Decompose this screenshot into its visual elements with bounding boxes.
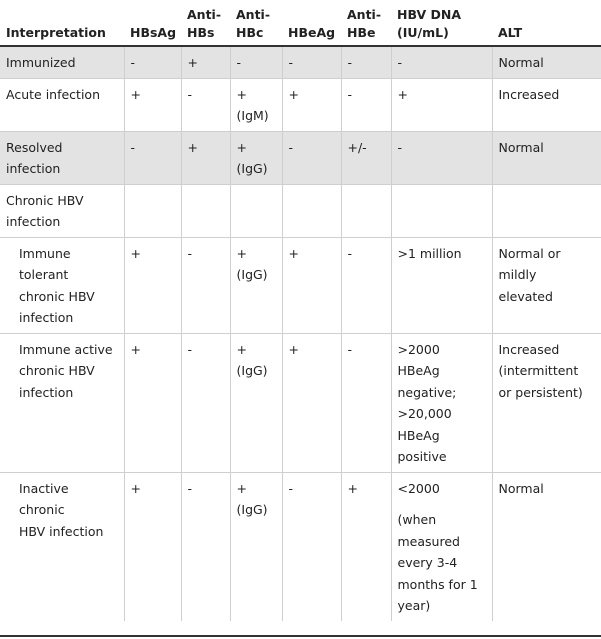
cell-anti-hbs: - xyxy=(181,237,230,333)
cell-hbv-dna xyxy=(391,472,492,621)
cell-hbeag: + xyxy=(282,333,341,472)
cell-hbsag: + xyxy=(124,333,181,472)
table-row-immunized xyxy=(0,46,601,78)
cell-hbeag xyxy=(282,184,341,237)
col-hbv-dna: HBV DNA (IU/mL) xyxy=(391,0,492,46)
cell-anti-hbc: + (IgG) xyxy=(230,472,282,621)
cell-anti-hbe xyxy=(341,184,391,237)
cell-interpretation: Inactive chronic HBV infection xyxy=(0,472,124,621)
cell-hbv-dna: >1 million xyxy=(391,237,492,333)
table-row-acute-infection xyxy=(0,78,601,131)
col-interpretation: Interpretation xyxy=(0,0,124,46)
cell-interpretation: Immune active chronic HBV infection xyxy=(0,333,124,472)
col-hbeag: HBeAg xyxy=(282,0,341,46)
cell-hbsag: - xyxy=(124,46,181,78)
cell-anti-hbs xyxy=(181,184,230,237)
table-row-immune-active xyxy=(0,333,601,472)
cell-hbeag: + xyxy=(282,237,341,333)
cell-anti-hbe: + xyxy=(341,472,391,621)
col-anti-hbc: Anti- HBc xyxy=(230,0,282,46)
cell-hbsag: + xyxy=(124,237,181,333)
cell-alt: Increased (intermittent or persistent) xyxy=(492,333,601,472)
cell-hbsag: - xyxy=(124,131,181,184)
cell-anti-hbs: - xyxy=(181,78,230,131)
cell-anti-hbe: +/- xyxy=(341,131,391,184)
cell-hbv-dna: - xyxy=(391,131,492,184)
cell-alt: Normal xyxy=(492,131,601,184)
hbv-dna-note: (when measured every 3-4 months for 1 year) xyxy=(397,512,478,613)
cell-hbv-dna: >2000 HBeAg negative; >20,000 HBeAg positive xyxy=(391,333,492,472)
cell-hbeag: - xyxy=(282,46,341,78)
cell-anti-hbe: - xyxy=(341,78,391,131)
cell-hbv-dna: - xyxy=(391,46,492,78)
cell-anti-hbc: + (IgM) xyxy=(230,78,282,131)
cell-hbsag: + xyxy=(124,78,181,131)
cell-interpretation: Chronic HBV infection xyxy=(0,184,124,237)
cell-alt: Normal or mildly elevated xyxy=(492,237,601,333)
table-row-immune-tolerant xyxy=(0,237,601,333)
cell-hbsag: + xyxy=(124,472,181,621)
cell-anti-hbe: - xyxy=(341,333,391,472)
cell-hbeag: - xyxy=(282,472,341,621)
cell-anti-hbc xyxy=(230,184,282,237)
cell-anti-hbs: + xyxy=(181,131,230,184)
cell-interpretation: Immunized xyxy=(0,46,124,78)
table-row-resolved-infection xyxy=(0,131,601,184)
cell-interpretation: Resolved infection xyxy=(0,131,124,184)
cell-anti-hbc: + (IgG) xyxy=(230,333,282,472)
cell-anti-hbe: - xyxy=(341,46,391,78)
cell-anti-hbc: + (IgG) xyxy=(230,131,282,184)
hbv-dna-value: <2000 xyxy=(397,480,440,496)
cell-anti-hbs: + xyxy=(181,46,230,78)
cell-hbeag: + xyxy=(282,78,341,131)
table-row-chronic-hbv xyxy=(0,184,601,237)
cell-hbeag: - xyxy=(282,131,341,184)
cell-alt: Normal xyxy=(492,472,601,621)
cell-hbv-dna: + xyxy=(391,78,492,131)
col-alt: ALT xyxy=(492,0,601,46)
cell-hbsag xyxy=(124,184,181,237)
cell-interpretation: Acute infection xyxy=(0,78,124,131)
col-hbsag: HBsAg xyxy=(124,0,181,46)
cell-alt: Increased xyxy=(492,78,601,131)
cell-anti-hbs: - xyxy=(181,333,230,472)
cell-hbv-dna xyxy=(391,184,492,237)
cell-interpretation: Immune tolerant chronic HBV infection xyxy=(0,237,124,333)
cell-anti-hbc: - xyxy=(230,46,282,78)
cell-alt: Normal xyxy=(492,46,601,78)
cell-anti-hbe: - xyxy=(341,237,391,333)
cell-anti-hbc: + (IgG) xyxy=(230,237,282,333)
table-bottom-rule xyxy=(0,635,601,637)
cell-alt xyxy=(492,184,601,237)
col-anti-hbs: Anti- HBs xyxy=(181,0,230,46)
header-row xyxy=(0,0,601,46)
cell-anti-hbs: - xyxy=(181,472,230,621)
table-row-inactive-chronic xyxy=(0,472,601,621)
col-anti-hbe: Anti- HBe xyxy=(341,0,391,46)
